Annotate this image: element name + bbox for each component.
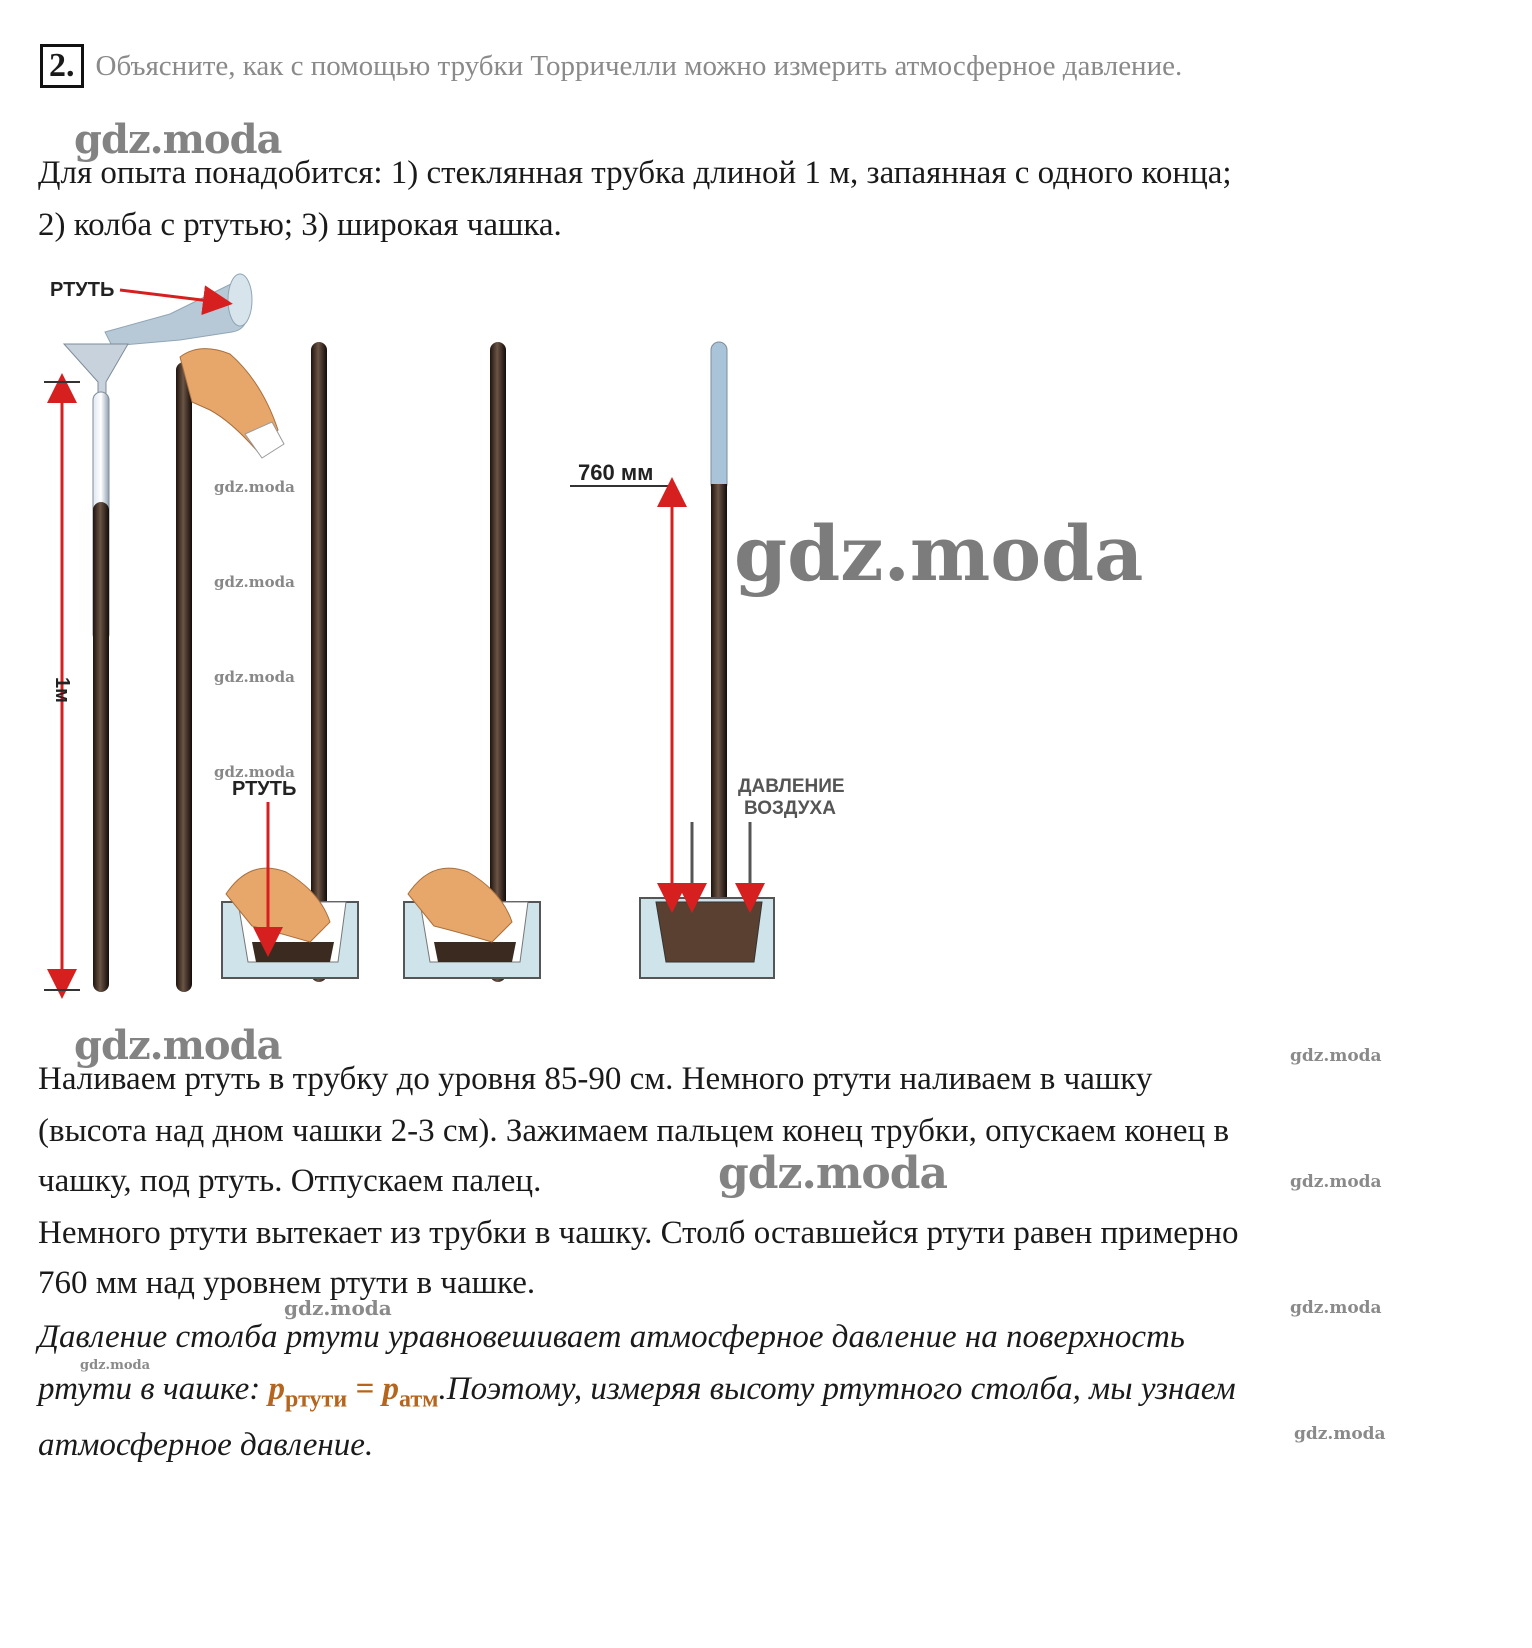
watermark: gdz.moda [284,1296,392,1320]
watermark: gdz.moda [214,573,295,591]
body-line-5: 760 мм над уровнем ртути в чашке. [38,1265,536,1301]
formula-p1: p [268,1371,286,1407]
watermark: gdz.moda [1290,1046,1382,1066]
formula-eq: = [347,1371,383,1407]
body-line-1: Наливаем ртуть в трубку до уровня 85-90 см. Немного ртути наливаем в чашку [38,1061,1153,1097]
task-number: 2. [40,44,84,88]
conclusion-line-1: Давление столба ртути уравновешивает атмосферное давление на поверхность [38,1319,1185,1355]
intro-line-2: 2) колба с ртутью; 3) широкая чашка. [38,207,562,243]
label-mercury-mid: РТУТЬ [232,778,297,800]
watermark: gdz.moda [74,116,282,163]
watermark: gdz.moda [1290,1298,1382,1318]
watermark: gdz.moda [214,763,295,781]
formula-sub1: ртути [285,1386,348,1413]
task-question: Объясните, как с помощью трубки Торричелли можно измерить атмосферное давление. [95,49,1183,82]
formula-sub2: атм [398,1386,439,1413]
tube-in-cup-2 [404,342,540,982]
conclusion-line-2 [38,1362,1498,1427]
label-length: 1м [51,677,73,703]
conclusion-line-3: атмосферное давление. [38,1427,374,1463]
watermark: gdz.moda [214,668,295,686]
watermark: gdz.moda [80,1358,151,1373]
label-mercury-top: РТУТЬ [50,279,115,301]
label-pressure-2: ВОЗДУХА [744,798,836,819]
tube-final [640,342,774,978]
body-line-3: чашку, под ртуть. Отпускаем палец. [38,1163,542,1199]
formula-p2: p [382,1371,399,1407]
body-line-2: (высота над дном чашки 2-3 см). Зажимаем пальцем конец трубки, опускаем конец в [38,1113,1230,1149]
tube-with-funnel [64,344,128,992]
watermark: gdz.moda [74,1022,282,1069]
formula-p-mercury [268,1371,348,1413]
mercury-flask [105,274,252,346]
label-pressure-1: ДАВЛЕНИЕ [738,776,845,797]
task-header [40,44,1182,88]
intro-line-1: Для опыта понадобится: 1) стеклянная трубка длиной 1 м, запаянная с одного конца; [38,155,1232,191]
label-760: 760 мм [578,460,654,485]
watermark: gdz.moda [718,1148,948,1199]
mercury-pointer [120,290,218,302]
tube-in-cup-1 [222,342,358,982]
formula-p-atm [382,1371,439,1413]
watermark: gdz.moda [214,478,295,496]
conclusion-line-2-end: .Поэтому, измеряя высоту ртутного столба, мы узнаем [438,1371,1236,1407]
body-line-4: Немного ртути вытекает из трубки в чашку. Столб оставшейся ртути равен примерно [38,1215,1239,1251]
torricelli-figure [0,262,1532,1042]
watermark: gdz.moda [734,509,1144,598]
conclusion-line-2-start: ртути в чашке: [38,1371,269,1407]
watermark: gdz.moda [1290,1172,1382,1192]
watermark: gdz.moda [1294,1424,1386,1444]
